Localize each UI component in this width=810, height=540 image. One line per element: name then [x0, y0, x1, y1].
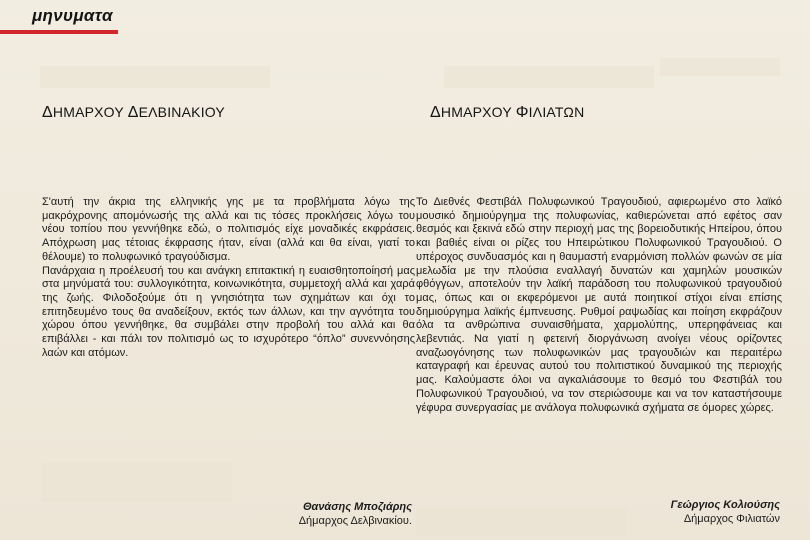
left-signature-name: Θανάσης Μποζιάρης	[302, 501, 412, 513]
show-through-area	[42, 462, 232, 502]
left-signature	[299, 500, 412, 528]
right-signature-title: Δήμαρχος Φιλιατών	[683, 513, 780, 525]
heading-initial: Δ	[127, 104, 139, 121]
section-tag: μηνυματα	[32, 6, 113, 25]
left-heading	[42, 104, 225, 122]
right-heading	[430, 104, 584, 122]
heading-text: ΙΛΙΑΤΩΝ	[528, 104, 585, 120]
show-through-area	[40, 66, 270, 88]
heading-text: ΗΜΑΡΧΟΥ	[52, 104, 128, 120]
section-red-rule	[0, 30, 118, 34]
heading-text: ΕΛΒΙΝΑΚΙΟΥ	[138, 104, 225, 120]
right-paragraph-1: Το Διεθνές Φεστιβάλ Πολυφωνικού Τραγουδιού, αφιερωμένο στο λαϊκό μουσικό δημιούργημα της πολυφωνίας, καθιερώνεται από εφέτος σαν θεσμός και ξεκινά εδώ στην περιοχή μας της βορειοδυτικής Ηπείρου, όπου και βαθιές είναι οι ρίζες του Ηπειρώτικου Πολυφωνικού Τραγουδιού. Ο υπέροχος συνδυασμός και η θαυμαστή εναρμόνιση πολλών φωνών σε μία μελωδία με την πλούσια εναλλαγή δυνατών και χαμηλών μουσικών φθόγγων, αποτελούν την λαϊκή παράδοση του πολυφωνικού τραγουδιού μας, όπως και οι εκφερόμενοι με αυτά ποιητικοί στίχοι είναι επίσης δημιούργημα λαϊκής έμπνευσης. Ρυθμοί ραψωδίας και ποίηση εκφράζουν όλα τα ανθρώπινα συναισθήματα, χαρμολύπης, υπερηφάνειας και λεβεντιάς. Να γιατί η φετεινή διοργάνωση ανοίγει νέους ορίζοντες αναζωογόνησης των πολυφωνικών μας τραγουδιών και περαιτέρω καταγραφή και έρευνας αυτού του πολιτιστικού δυναμικού της περιοχής μας. Καλούμαστε όλοι να αγκαλιάσουμε το θεσμό του Φεστιβάλ του Πολυφωνικού Τραγουδιού, να τον στεριώσουμε και να τον καταστήσουμε γέφυρα συνεργασίας με ανάλογα πολυφωνικά σχήματα σε όμορες χώρες.	[416, 196, 782, 414]
heading-initial: Φ	[515, 104, 529, 121]
heading-initial: Δ	[430, 104, 441, 121]
left-message-body	[42, 196, 415, 360]
right-message-body	[416, 196, 782, 415]
heading-text: ΗΜΑΡΧΟΥ	[440, 104, 516, 120]
left-paragraph-1: Σ'αυτή την άκρια της ελληνικής γης με τα προβλήματα λόγω της μακρόχρονης απομόνωσής της αλλά και τις τόσες προκλήσεις λόγω του νέου τοπίου που γεννήθηκε εδώ, ο πολιτισμός είχε μοναδικές εκφράσεις. Απόχρωση μας τέτοιας έκφρασης ήταν, είναι (αλλά και θα είναι, γιατί το θέλουμε) το πολυφωνικό τραγούδισμα.	[42, 196, 415, 263]
show-through-area	[416, 508, 626, 536]
right-signature-name: Γεώργιος Κολιούσης	[670, 499, 780, 511]
left-paragraph-2: Πανάρχαια η προέλευσή του και ανάγκη επιτακτική η ευαισθητοποίησή μας στα μηνύματά του: συλλογικότητα, κοινωνικότητα, συμμετοχή αλλά και χαρά της ζωής. Φιλοδοξούμε ότι η γνησιότητα των σχημάτων και όχι το επιτηδευμένο τους θα αναδείξουν, εκτός των άλλων, και την αγνότητα του χώρου όπου γεννήθηκε, θα συμβάλει στην προβολή του αλλά και θα επιβάλλει - και πάλι τον πολιτισμό ως το ισχυρότερο “όπλο” συνεννόησης λαών και ατόμων.	[42, 264, 415, 359]
show-through-area	[444, 66, 654, 88]
left-signature-title: Δήμαρχος Δελβινακίου.	[298, 515, 412, 527]
heading-initial: Δ	[42, 104, 53, 121]
show-through-area	[660, 58, 780, 76]
right-signature	[671, 498, 780, 526]
